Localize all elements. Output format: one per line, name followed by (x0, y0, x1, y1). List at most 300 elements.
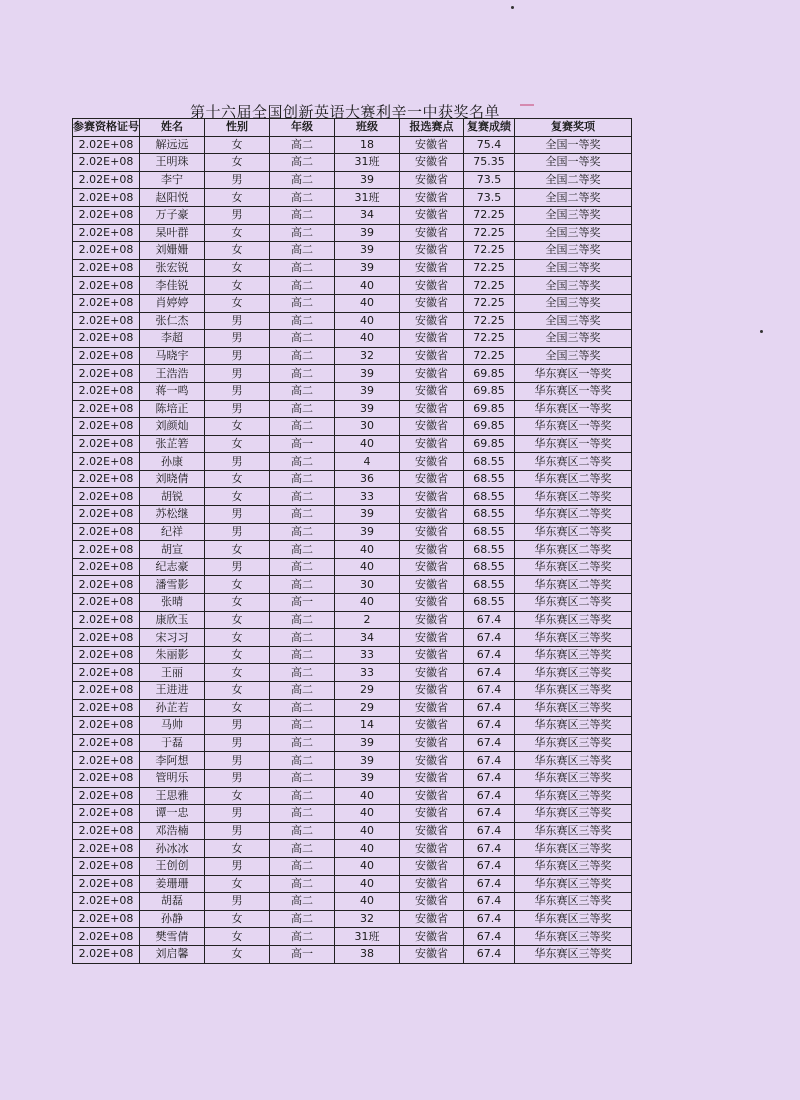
region-cell: 安徽省 (400, 717, 464, 735)
table-row (73, 541, 632, 559)
name-cell: 胡磊 (140, 893, 205, 911)
id-cell: 2.02E+08 (73, 769, 140, 787)
id-cell: 2.02E+08 (73, 294, 140, 312)
grade-cell: 高二 (270, 840, 335, 858)
region-cell: 安徽省 (400, 312, 464, 330)
table-row (73, 171, 632, 189)
table-row (73, 857, 632, 875)
id-cell: 2.02E+08 (73, 224, 140, 242)
scan-speck (760, 330, 763, 333)
region-cell: 安徽省 (400, 382, 464, 400)
table-row (73, 928, 632, 946)
score-cell: 69.85 (464, 400, 515, 418)
grade-cell: 高二 (270, 646, 335, 664)
grade-cell: 高二 (270, 294, 335, 312)
grade-cell: 高二 (270, 242, 335, 260)
class-cell: 39 (335, 242, 400, 260)
grade-cell: 高二 (270, 717, 335, 735)
id-cell: 2.02E+08 (73, 154, 140, 172)
gender-cell: 女 (205, 259, 270, 277)
grade-cell: 高二 (270, 277, 335, 295)
grade-cell: 高二 (270, 576, 335, 594)
grade-cell: 高二 (270, 734, 335, 752)
gender-cell: 女 (205, 435, 270, 453)
page-title: 第十六届全国创新英语大赛利辛一中获奖名单 (190, 103, 501, 121)
award-cell: 华东赛区三等奖 (515, 928, 632, 946)
class-cell: 39 (335, 259, 400, 277)
name-cell: 肖婷婷 (140, 294, 205, 312)
table-row (73, 893, 632, 911)
table-row (73, 910, 632, 928)
table-row (73, 488, 632, 506)
table-row (73, 136, 632, 154)
score-cell: 67.4 (464, 928, 515, 946)
table-row (73, 646, 632, 664)
score-cell: 67.4 (464, 822, 515, 840)
class-cell: 40 (335, 294, 400, 312)
name-cell: 邓浩楠 (140, 822, 205, 840)
award-cell: 全国三等奖 (515, 259, 632, 277)
class-cell: 39 (335, 506, 400, 524)
name-cell: 刘晓倩 (140, 470, 205, 488)
score-cell: 68.55 (464, 558, 515, 576)
id-cell: 2.02E+08 (73, 893, 140, 911)
region-cell: 安徽省 (400, 418, 464, 436)
class-cell: 39 (335, 523, 400, 541)
region-cell: 安徽省 (400, 541, 464, 559)
gender-cell: 女 (205, 470, 270, 488)
grade-cell: 高二 (270, 347, 335, 365)
name-cell: 张仁杰 (140, 312, 205, 330)
score-cell: 68.55 (464, 541, 515, 559)
name-cell: 管明乐 (140, 769, 205, 787)
award-cell: 华东赛区三等奖 (515, 611, 632, 629)
grade-cell: 高二 (270, 752, 335, 770)
score-cell: 67.4 (464, 629, 515, 647)
name-cell: 解远远 (140, 136, 205, 154)
class-cell: 39 (335, 769, 400, 787)
grade-cell: 高一 (270, 435, 335, 453)
score-cell: 72.25 (464, 294, 515, 312)
region-cell: 安徽省 (400, 928, 464, 946)
award-cell: 全国二等奖 (515, 189, 632, 207)
table-row (73, 242, 632, 260)
score-cell: 67.4 (464, 787, 515, 805)
grade-cell: 高二 (270, 189, 335, 207)
award-cell: 华东赛区二等奖 (515, 488, 632, 506)
name-cell: 纪志豪 (140, 558, 205, 576)
class-cell: 40 (335, 594, 400, 612)
name-cell: 胡锐 (140, 488, 205, 506)
name-cell: 姜珊珊 (140, 875, 205, 893)
header-cell: 报选赛点 (400, 119, 464, 137)
score-cell: 72.25 (464, 277, 515, 295)
name-cell: 苏松继 (140, 506, 205, 524)
class-cell: 40 (335, 840, 400, 858)
award-cell: 华东赛区一等奖 (515, 435, 632, 453)
region-cell: 安徽省 (400, 611, 464, 629)
award-cell: 全国三等奖 (515, 347, 632, 365)
class-cell: 40 (335, 893, 400, 911)
class-cell: 39 (335, 752, 400, 770)
award-cell: 华东赛区二等奖 (515, 523, 632, 541)
table-row (73, 294, 632, 312)
gender-cell: 女 (205, 154, 270, 172)
name-cell: 樊雪倩 (140, 928, 205, 946)
name-cell: 王明珠 (140, 154, 205, 172)
class-cell: 40 (335, 277, 400, 295)
id-cell: 2.02E+08 (73, 910, 140, 928)
award-cell: 华东赛区三等奖 (515, 805, 632, 823)
score-cell: 68.55 (464, 453, 515, 471)
gender-cell: 女 (205, 242, 270, 260)
region-cell: 安徽省 (400, 682, 464, 700)
class-cell: 40 (335, 312, 400, 330)
name-cell: 马帅 (140, 717, 205, 735)
table-row (73, 312, 632, 330)
region-cell: 安徽省 (400, 136, 464, 154)
score-cell: 68.55 (464, 488, 515, 506)
region-cell: 安徽省 (400, 699, 464, 717)
table-row (73, 189, 632, 207)
name-cell: 潘雪影 (140, 576, 205, 594)
table-row (73, 400, 632, 418)
gender-cell: 男 (205, 717, 270, 735)
region-cell: 安徽省 (400, 453, 464, 471)
award-cell: 华东赛区二等奖 (515, 576, 632, 594)
award-cell: 华东赛区三等奖 (515, 717, 632, 735)
class-cell: 32 (335, 910, 400, 928)
class-cell: 18 (335, 136, 400, 154)
region-cell: 安徽省 (400, 752, 464, 770)
award-cell: 全国三等奖 (515, 277, 632, 295)
award-cell: 全国三等奖 (515, 294, 632, 312)
id-cell: 2.02E+08 (73, 488, 140, 506)
region-cell: 安徽省 (400, 857, 464, 875)
id-cell: 2.02E+08 (73, 734, 140, 752)
gender-cell: 男 (205, 330, 270, 348)
name-cell: 胡宣 (140, 541, 205, 559)
id-cell: 2.02E+08 (73, 259, 140, 277)
grade-cell: 高二 (270, 330, 335, 348)
award-cell: 华东赛区三等奖 (515, 769, 632, 787)
id-cell: 2.02E+08 (73, 594, 140, 612)
grade-cell: 高二 (270, 453, 335, 471)
region-cell: 安徽省 (400, 347, 464, 365)
award-cell: 华东赛区三等奖 (515, 893, 632, 911)
name-cell: 李宁 (140, 171, 205, 189)
gender-cell: 女 (205, 294, 270, 312)
grade-cell: 高二 (270, 418, 335, 436)
table-row (73, 734, 632, 752)
score-cell: 67.4 (464, 875, 515, 893)
gender-cell: 女 (205, 277, 270, 295)
award-cell: 华东赛区二等奖 (515, 541, 632, 559)
award-cell: 华东赛区三等奖 (515, 910, 632, 928)
gender-cell: 男 (205, 822, 270, 840)
score-cell: 69.85 (464, 435, 515, 453)
id-cell: 2.02E+08 (73, 347, 140, 365)
class-cell: 40 (335, 805, 400, 823)
table-row (73, 682, 632, 700)
id-cell: 2.02E+08 (73, 365, 140, 383)
gender-cell: 女 (205, 646, 270, 664)
gender-cell: 男 (205, 769, 270, 787)
gender-cell: 男 (205, 312, 270, 330)
region-cell: 安徽省 (400, 523, 464, 541)
grade-cell: 高二 (270, 875, 335, 893)
score-cell: 72.25 (464, 347, 515, 365)
grade-cell: 高二 (270, 769, 335, 787)
id-cell: 2.02E+08 (73, 664, 140, 682)
class-cell: 39 (335, 734, 400, 752)
score-cell: 72.25 (464, 312, 515, 330)
region-cell: 安徽省 (400, 594, 464, 612)
table-row (73, 206, 632, 224)
table-row (73, 382, 632, 400)
grade-cell: 高二 (270, 154, 335, 172)
region-cell: 安徽省 (400, 875, 464, 893)
gender-cell: 女 (205, 664, 270, 682)
name-cell: 刘姗姗 (140, 242, 205, 260)
class-cell: 36 (335, 470, 400, 488)
name-cell: 杲叶群 (140, 224, 205, 242)
region-cell: 安徽省 (400, 629, 464, 647)
grade-cell: 高二 (270, 893, 335, 911)
region-cell: 安徽省 (400, 189, 464, 207)
id-cell: 2.02E+08 (73, 277, 140, 295)
grade-cell: 高二 (270, 488, 335, 506)
header-cell: 姓名 (140, 119, 205, 137)
score-cell: 67.4 (464, 699, 515, 717)
gender-cell: 女 (205, 611, 270, 629)
id-cell: 2.02E+08 (73, 558, 140, 576)
name-cell: 孙静 (140, 910, 205, 928)
score-cell: 72.25 (464, 330, 515, 348)
region-cell: 安徽省 (400, 171, 464, 189)
gender-cell: 男 (205, 453, 270, 471)
score-cell: 67.4 (464, 945, 515, 963)
award-cell: 华东赛区三等奖 (515, 699, 632, 717)
id-cell: 2.02E+08 (73, 400, 140, 418)
header-cell: 班级 (335, 119, 400, 137)
region-cell: 安徽省 (400, 294, 464, 312)
table-row (73, 717, 632, 735)
id-cell: 2.02E+08 (73, 312, 140, 330)
class-cell: 40 (335, 558, 400, 576)
name-cell: 李阿想 (140, 752, 205, 770)
award-roster-table (72, 118, 632, 964)
id-cell: 2.02E+08 (73, 805, 140, 823)
class-cell: 34 (335, 629, 400, 647)
class-cell: 14 (335, 717, 400, 735)
name-cell: 朱丽影 (140, 646, 205, 664)
grade-cell: 高一 (270, 594, 335, 612)
id-cell: 2.02E+08 (73, 171, 140, 189)
table-row (73, 435, 632, 453)
award-cell: 全国三等奖 (515, 206, 632, 224)
grade-cell: 高二 (270, 629, 335, 647)
header-cell: 复赛成绩 (464, 119, 515, 137)
region-cell: 安徽省 (400, 787, 464, 805)
name-cell: 孙冰冰 (140, 840, 205, 858)
score-cell: 72.25 (464, 224, 515, 242)
table-row (73, 787, 632, 805)
award-cell: 全国二等奖 (515, 171, 632, 189)
region-cell: 安徽省 (400, 435, 464, 453)
name-cell: 康欣玉 (140, 611, 205, 629)
class-cell: 39 (335, 382, 400, 400)
region-cell: 安徽省 (400, 840, 464, 858)
name-cell: 张宏锐 (140, 259, 205, 277)
score-cell: 67.4 (464, 611, 515, 629)
table-row (73, 611, 632, 629)
score-cell: 68.55 (464, 594, 515, 612)
id-cell: 2.02E+08 (73, 752, 140, 770)
award-cell: 华东赛区三等奖 (515, 945, 632, 963)
award-cell: 华东赛区三等奖 (515, 646, 632, 664)
class-cell: 33 (335, 646, 400, 664)
region-cell: 安徽省 (400, 154, 464, 172)
award-cell: 华东赛区三等奖 (515, 875, 632, 893)
score-cell: 73.5 (464, 171, 515, 189)
score-cell: 68.55 (464, 523, 515, 541)
id-cell: 2.02E+08 (73, 506, 140, 524)
grade-cell: 高二 (270, 506, 335, 524)
grade-cell: 高二 (270, 312, 335, 330)
table-row (73, 840, 632, 858)
award-cell: 华东赛区三等奖 (515, 840, 632, 858)
id-cell: 2.02E+08 (73, 435, 140, 453)
name-cell: 王进进 (140, 682, 205, 700)
name-cell: 王创创 (140, 857, 205, 875)
class-cell: 29 (335, 682, 400, 700)
id-cell: 2.02E+08 (73, 541, 140, 559)
id-cell: 2.02E+08 (73, 576, 140, 594)
id-cell: 2.02E+08 (73, 928, 140, 946)
gender-cell: 男 (205, 400, 270, 418)
region-cell: 安徽省 (400, 769, 464, 787)
grade-cell: 高二 (270, 805, 335, 823)
id-cell: 2.02E+08 (73, 470, 140, 488)
name-cell: 于磊 (140, 734, 205, 752)
score-cell: 67.4 (464, 805, 515, 823)
grade-cell: 高二 (270, 206, 335, 224)
gender-cell: 女 (205, 928, 270, 946)
grade-cell: 高二 (270, 787, 335, 805)
name-cell: 谭一忠 (140, 805, 205, 823)
region-cell: 安徽省 (400, 259, 464, 277)
grade-cell: 高二 (270, 136, 335, 154)
table-row (73, 805, 632, 823)
name-cell: 赵阳悦 (140, 189, 205, 207)
gender-cell: 女 (205, 682, 270, 700)
gender-cell: 男 (205, 857, 270, 875)
id-cell: 2.02E+08 (73, 840, 140, 858)
name-cell: 王浩浩 (140, 365, 205, 383)
score-cell: 68.55 (464, 576, 515, 594)
gender-cell: 女 (205, 136, 270, 154)
gender-cell: 男 (205, 752, 270, 770)
score-cell: 67.4 (464, 857, 515, 875)
id-cell: 2.02E+08 (73, 945, 140, 963)
award-cell: 华东赛区三等奖 (515, 857, 632, 875)
region-cell: 安徽省 (400, 206, 464, 224)
table-row (73, 664, 632, 682)
grade-cell: 高二 (270, 822, 335, 840)
region-cell: 安徽省 (400, 646, 464, 664)
gender-cell: 女 (205, 488, 270, 506)
gender-cell: 女 (205, 945, 270, 963)
gender-cell: 男 (205, 171, 270, 189)
award-cell: 全国三等奖 (515, 330, 632, 348)
grade-cell: 高二 (270, 224, 335, 242)
name-cell: 万子豪 (140, 206, 205, 224)
id-cell: 2.02E+08 (73, 699, 140, 717)
region-cell: 安徽省 (400, 470, 464, 488)
class-cell: 2 (335, 611, 400, 629)
gender-cell: 男 (205, 805, 270, 823)
award-cell: 华东赛区三等奖 (515, 752, 632, 770)
id-cell: 2.02E+08 (73, 206, 140, 224)
gender-cell: 女 (205, 189, 270, 207)
name-cell: 纪祥 (140, 523, 205, 541)
table-body (73, 136, 632, 963)
class-cell: 40 (335, 541, 400, 559)
score-cell: 67.4 (464, 646, 515, 664)
score-cell: 69.85 (464, 418, 515, 436)
class-cell: 32 (335, 347, 400, 365)
header-cell: 复赛奖项 (515, 119, 632, 137)
grade-cell: 高二 (270, 382, 335, 400)
grade-cell: 高二 (270, 259, 335, 277)
name-cell: 刘启馨 (140, 945, 205, 963)
grade-cell: 高二 (270, 699, 335, 717)
gender-cell: 男 (205, 206, 270, 224)
region-cell: 安徽省 (400, 330, 464, 348)
gender-cell: 男 (205, 893, 270, 911)
award-cell: 华东赛区一等奖 (515, 382, 632, 400)
class-cell: 39 (335, 171, 400, 189)
grade-cell: 高二 (270, 682, 335, 700)
class-cell: 40 (335, 435, 400, 453)
table-row (73, 506, 632, 524)
gender-cell: 女 (205, 224, 270, 242)
id-cell: 2.02E+08 (73, 822, 140, 840)
id-cell: 2.02E+08 (73, 717, 140, 735)
award-cell: 华东赛区三等奖 (515, 822, 632, 840)
name-cell: 李超 (140, 330, 205, 348)
region-cell: 安徽省 (400, 558, 464, 576)
table-row (73, 259, 632, 277)
table-row (73, 470, 632, 488)
grade-cell: 高二 (270, 558, 335, 576)
class-cell: 40 (335, 875, 400, 893)
score-cell: 72.25 (464, 206, 515, 224)
gender-cell: 男 (205, 523, 270, 541)
region-cell: 安徽省 (400, 224, 464, 242)
region-cell: 安徽省 (400, 576, 464, 594)
gender-cell: 女 (205, 541, 270, 559)
score-cell: 67.4 (464, 717, 515, 735)
award-cell: 全国一等奖 (515, 154, 632, 172)
region-cell: 安徽省 (400, 488, 464, 506)
class-cell: 40 (335, 857, 400, 875)
gender-cell: 女 (205, 629, 270, 647)
table-row (73, 769, 632, 787)
name-cell: 张芷箬 (140, 435, 205, 453)
table-row (73, 822, 632, 840)
